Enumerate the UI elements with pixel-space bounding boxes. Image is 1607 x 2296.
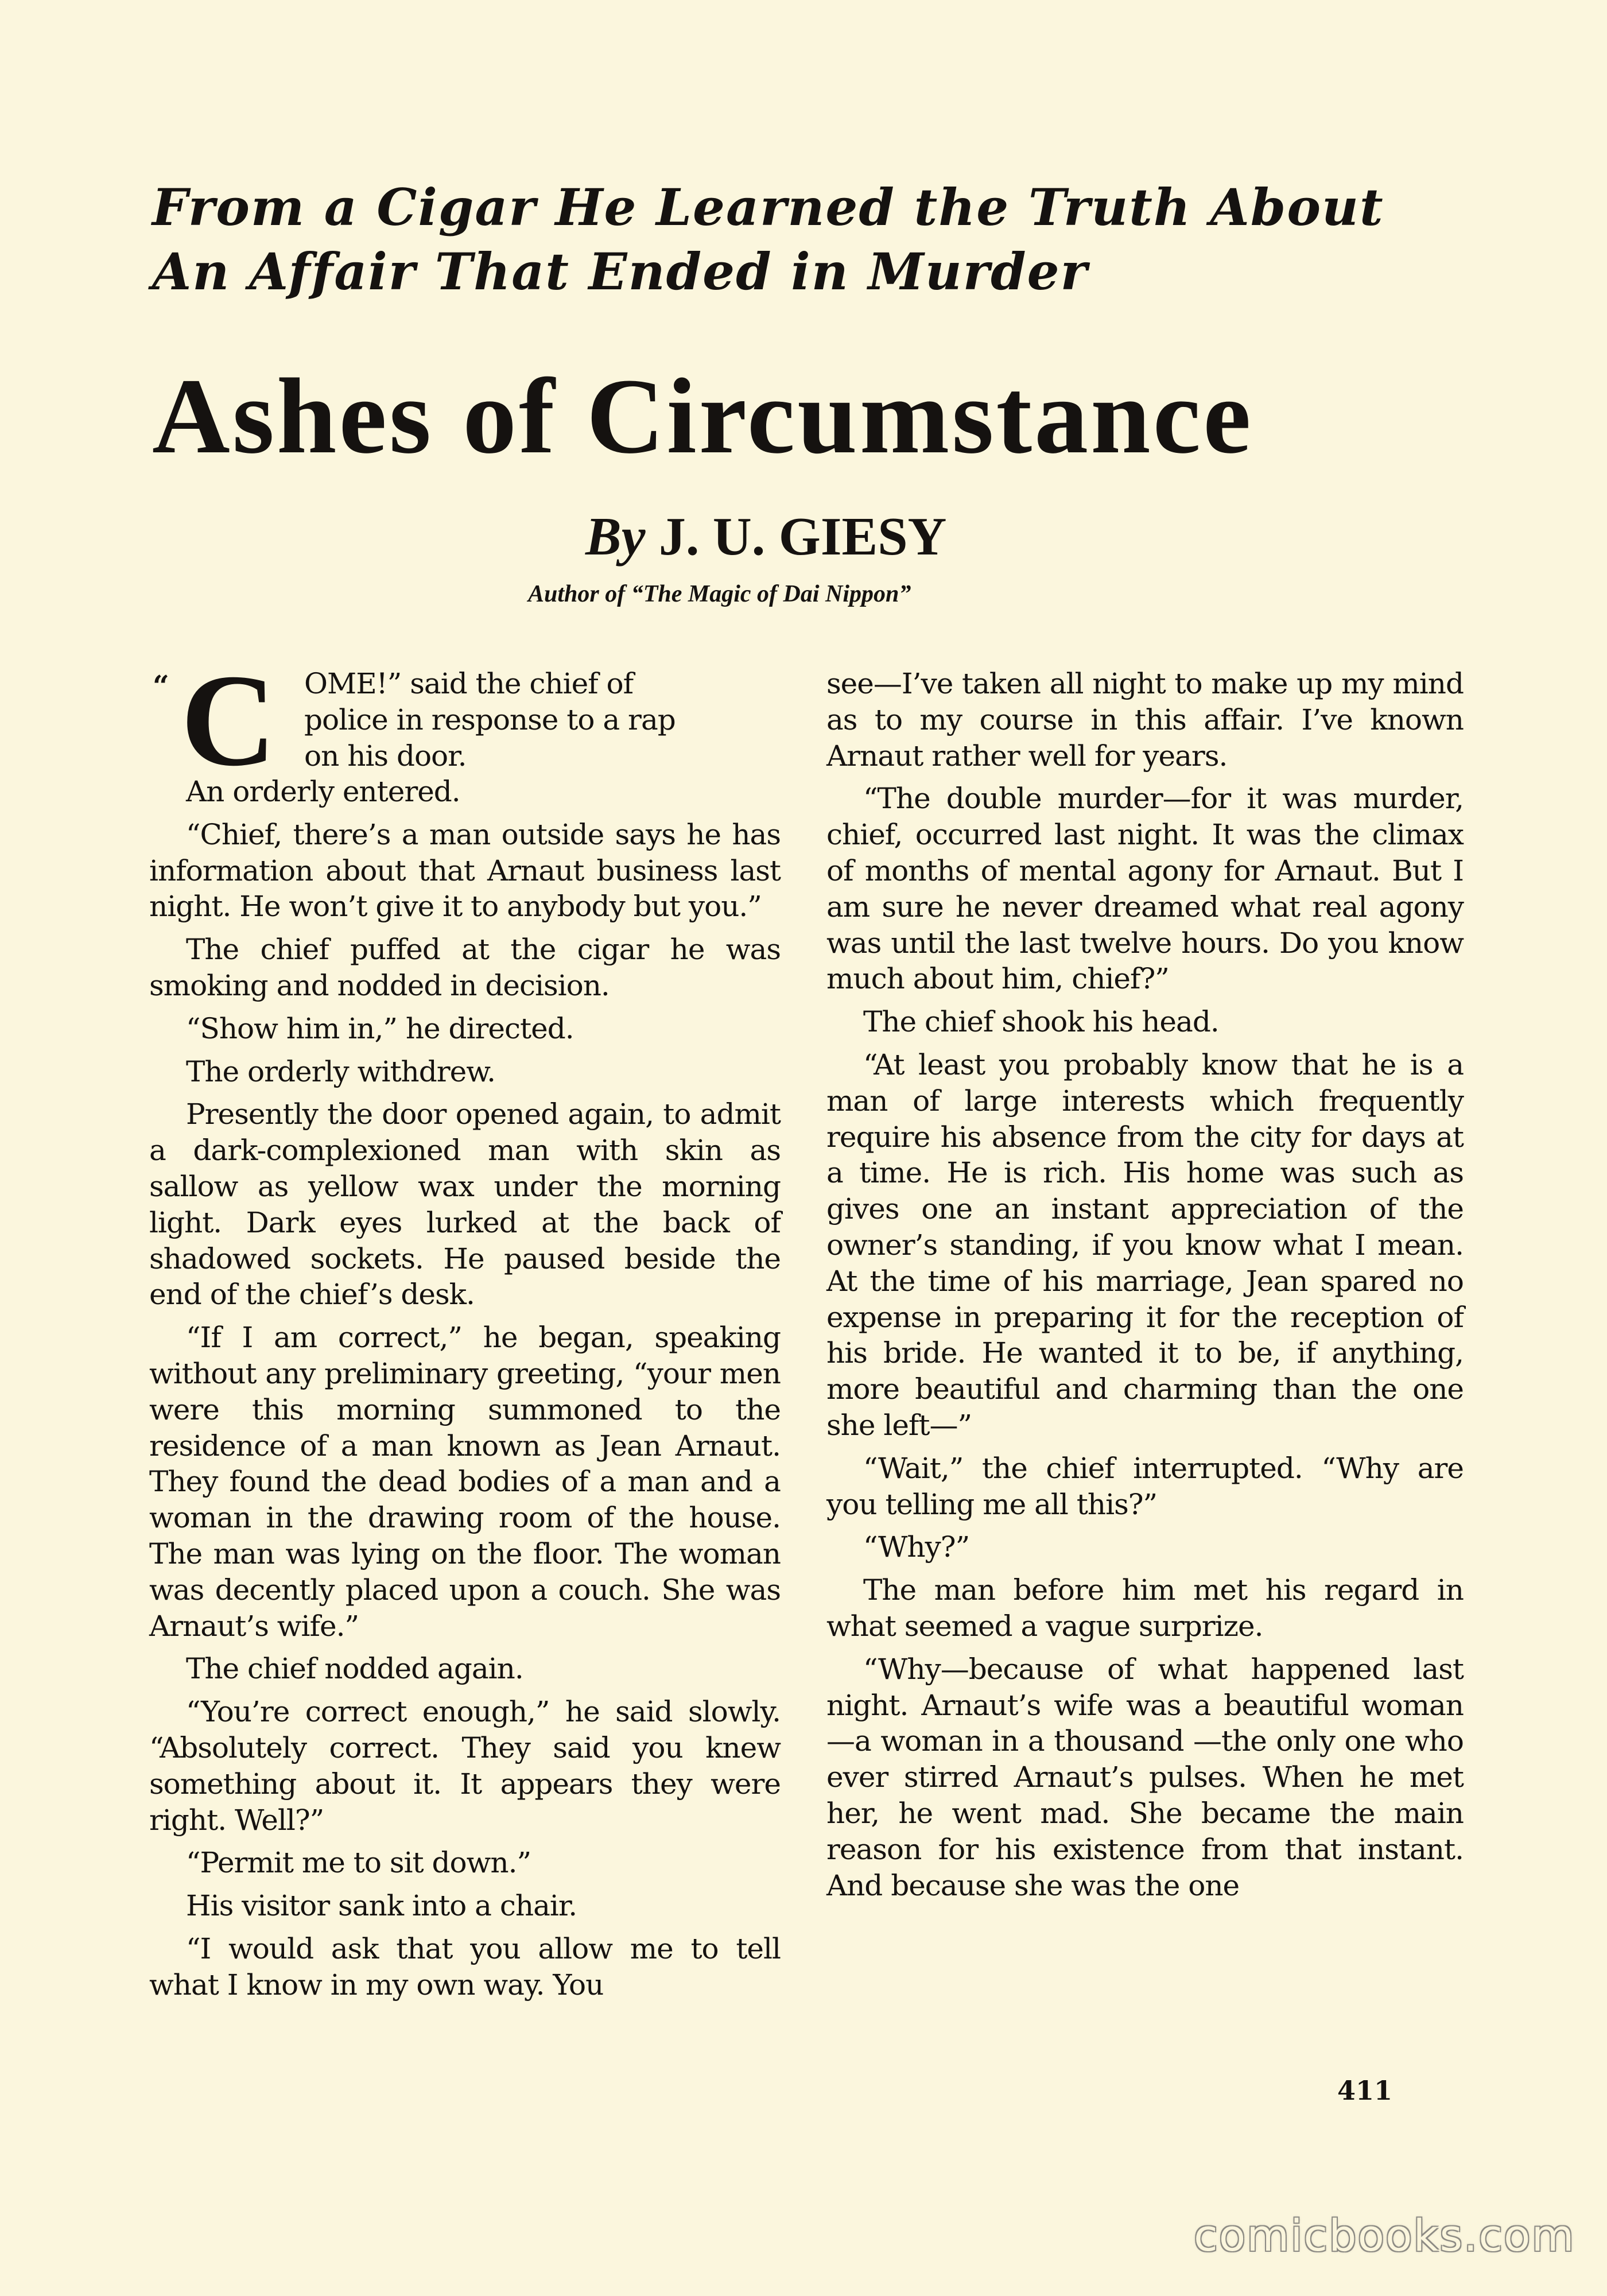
byline-author-name: J. U. GIESY [658,507,947,567]
deck-line-2: An Affair That Ended in Murder [152,242,1088,301]
paragraph: “Chief, there’s a man outside says he has information about that Arnaut business last night. He won’t give it to anybody but you.” [149,817,781,924]
paragraph: An orderly entered. [186,775,460,808]
right-column [826,666,1464,1910]
paragraph: “If I am correct,” he began, speaking without any preliminary greeting, “your men were this morning summoned to the residence of a man known as Jean Arnaut. They found the dead bodies of a man and a woman in the drawing room of the house. The man was lying on the floor. The woman was decently placed upon a couch. She was Arnaut’s wife.” [149,1321,781,1643]
paragraph: His visitor sank into a chair. [186,1889,577,1923]
paragraph: The chief shook his head. [863,1005,1219,1039]
paragraph: “Why?” [863,1530,970,1564]
paragraph: “I would ask that you allow me to tell what I know in my own way. You [149,1932,781,2002]
paragraph-continuation: see—I’ve taken all night to make up my mind as to my course in this affair. I’ve known Arnaut rather well for years. [826,667,1464,773]
paragraph: “Show him in,” he directed. [186,1011,574,1045]
watermark: comicbooks.com [1194,2210,1575,2261]
story-title: Ashes of Circumstance [152,356,1253,476]
paragraph: Presently the door opened again, to admit a dark-complexioned man with skin as sallow as yellow wax under the morning light. Dark eyes lurked at the back of shadowed sockets. He paused beside the end of the chief’s desk. [149,1097,781,1312]
left-column [149,647,781,2010]
paragraph: The man before him met his regard in what seemed a vague surprize. [826,1573,1464,1643]
lead-text: OME!” said the chief of police in response to a rap on his door. [304,667,676,773]
story-deck [152,175,1472,304]
paragraph: “At least you probably know that he is a man of large interests which frequently require his absence from the city for days at a time. He is rich. His home was such as gives one an instant appreciation of the owner’s standing, if you know what I mean. At the time of his marriage, Jean spared no expense in preparing it for the reception of his bride. He wanted it to be, if anything, more beautiful and charming than the one she left—” [826,1048,1464,1442]
paragraph: The orderly withdrew. [186,1054,496,1088]
byline-by: By [585,507,646,567]
author-credit: Author of “The Magic of Dai Nippon” [528,581,911,607]
byline [585,505,946,568]
paragraph: “You’re correct enough,” he said slowly. “Absolutely correct. They said you knew something about it. It appears they were right. Well?” [149,1695,781,1837]
deck-line-1: From a Cigar He Learned the Truth About [152,177,1384,237]
page-number: 411 [1337,2075,1393,2106]
paragraph: The chief nodded again. [186,1652,523,1686]
paragraph: “Why—because of what happened last night. Arnaut’s wife was a beautiful woman—a woman in a thousand —the only one who ever stirred Arnaut’s pulses. When he met her, he went mad. She became the main reason for his existence from that instant. And because she was the one [826,1652,1464,1902]
drop-cap: C [181,647,276,793]
paragraph: “The double murder—for it was murder, chief, occurred last night. It was the climax of months of mental agony for Arnaut. But I am sure he never dreamed what real agony was until the last twelve hours. Do you know much about him, chief?” [826,782,1464,996]
paragraph: “Wait,” the chief interrupted. “Why are you telling me all this?” [826,1451,1464,1521]
paragraph: “Permit me to sit down.” [186,1846,531,1880]
lead-quote-mark: “ [153,669,169,703]
paragraph: The chief puffed at the cigar he was smoking and nodded in decision. [149,933,781,1002]
